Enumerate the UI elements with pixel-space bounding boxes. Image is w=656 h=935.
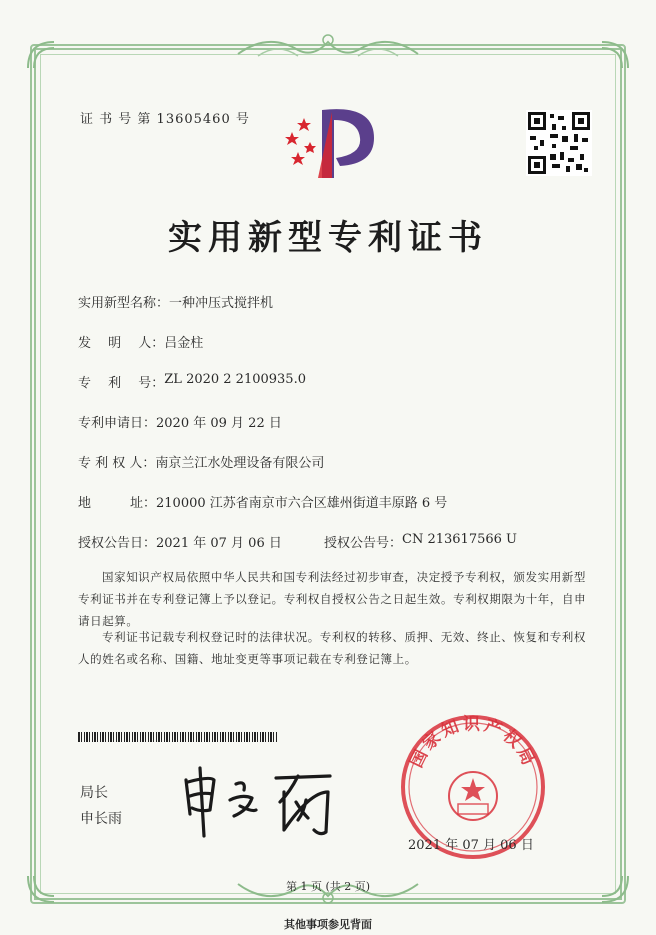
svg-text:国家知识产权局 [407, 715, 540, 771]
field-value: ZL 2020 2 2100935.0 [164, 372, 306, 387]
field-patentee [78, 452, 324, 471]
notice-paragraph: 国家知识产权局依照中华人民共和国专利法经过初步审查，决定授予专利权，颁发实用新型专利证书并在专利登记簿上予以登记。专利权自授权公告之日起生效。专利权期限为十年，自申请日起算。 [78, 570, 587, 628]
field-grant-date [78, 532, 282, 551]
field-label: 专利申请日： [78, 416, 157, 431]
seal-text: 国家知识产权局 [406, 714, 540, 771]
field-value: CN 213617566 U [402, 532, 517, 547]
field-patent-number [78, 372, 306, 391]
field-label: 专 利 号： [78, 376, 165, 391]
field-label: 专 利 权 人： [78, 456, 156, 471]
field-value: 210000 江苏省南京市六合区雄州街道丰原路 6 号 [156, 496, 448, 511]
certificate-number [80, 108, 250, 127]
director-title: 局长 [80, 785, 108, 801]
field-value: 2021 年 07 月 06 日 [156, 536, 282, 551]
certificate-number-value: 13605460 [156, 112, 231, 127]
seal-date: 2021 年 07 月 06 日 [408, 838, 534, 853]
qr-code-icon [526, 110, 592, 176]
notice-paragraph: 专利证书记载专利权登记时的法律状况。专利权的转移、质押、无效、终止、恢复和专利权人的姓名或名称、国籍、地址变更等事项记载在专利登记簿上。 [78, 630, 586, 666]
handwritten-signature-icon [180, 762, 340, 842]
director-name: 申长雨 [80, 811, 122, 827]
certificate-number-label: 证 书 号 第 [80, 112, 152, 127]
certificate-number-suffix: 号 [235, 112, 250, 127]
field-value: 一种冲压式搅拌机 [169, 296, 274, 311]
barcode-icon [78, 732, 278, 742]
field-label: 发 明 人： [78, 336, 165, 351]
field-address [78, 492, 447, 511]
field-filing-date [78, 412, 282, 431]
field-label: 授权公告号： [324, 536, 403, 551]
certificate-title: 实用新型专利证书 [168, 218, 488, 258]
cnipa-logo-icon [278, 100, 382, 180]
field-value: 南京兰江水处理设备有限公司 [155, 456, 325, 471]
field-inventor [78, 332, 203, 351]
field-grant-number [324, 532, 517, 551]
field-label: 授权公告日： [78, 536, 157, 551]
top-ornament-icon [228, 30, 428, 64]
field-value: 吕金柱 [164, 336, 204, 351]
corner-ornament-icon [24, 38, 58, 72]
corner-ornament-icon [598, 38, 632, 72]
field-label: 地 址： [78, 496, 157, 511]
footer-note: 其他事项参见背面 [284, 918, 372, 931]
field-value: 2020 年 09 月 22 日 [156, 416, 282, 431]
field-utility-model-name [78, 292, 273, 311]
field-label: 实用新型名称： [78, 296, 170, 311]
page-number: 第 1 页 (共 2 页) [285, 880, 371, 893]
